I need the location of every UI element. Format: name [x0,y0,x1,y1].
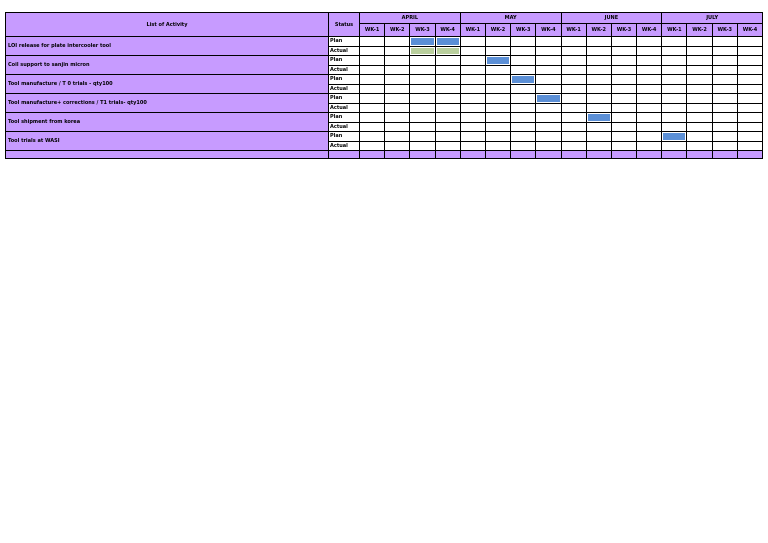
week-header: WK-4 [737,24,762,37]
week-cell [637,113,662,123]
week-cell [586,56,611,66]
week-cell [511,94,536,104]
week-cell [410,84,435,94]
week-cell [485,56,510,66]
week-cell [737,103,762,113]
week-cell [712,46,737,56]
week-cell [662,75,687,85]
week-cell [687,132,712,142]
footer-cell [561,151,586,159]
week-cell [435,141,460,151]
week-cell [611,94,636,104]
week-cell [460,46,485,56]
status-cell-actual: Actual [329,84,360,94]
week-cell [637,84,662,94]
week-cell [460,141,485,151]
status-cell-plan: Plan [329,94,360,104]
week-cell [586,94,611,104]
week-cell [536,132,561,142]
week-cell [712,37,737,47]
week-cell [687,75,712,85]
week-cell [637,94,662,104]
week-cell [460,94,485,104]
month-header-row [6,13,763,24]
week-cell [561,103,586,113]
week-cell [460,103,485,113]
week-cell [536,103,561,113]
activity-plan-row [6,132,763,142]
footer-cell [460,151,485,159]
week-cell [360,132,385,142]
week-cell [410,37,435,47]
week-cell [687,65,712,75]
footer-cell [385,151,410,159]
week-cell [561,37,586,47]
week-cell [586,103,611,113]
week-cell [536,141,561,151]
week-cell [611,65,636,75]
week-cell [511,122,536,132]
week-cell [712,84,737,94]
week-cell [536,94,561,104]
week-cell [737,122,762,132]
plan-bar [663,133,685,140]
plan-bar [588,114,610,121]
week-cell [637,56,662,66]
status-cell-actual: Actual [329,46,360,56]
week-cell [511,75,536,85]
week-cell [360,103,385,113]
week-cell [485,113,510,123]
footer-cell [712,151,737,159]
week-cell [460,84,485,94]
week-cell [385,103,410,113]
month-header: JULY [662,13,763,24]
week-cell [511,132,536,142]
plan-bar [487,57,509,64]
week-cell [712,122,737,132]
footer-cell [637,151,662,159]
footer-cell [737,151,762,159]
week-cell [662,103,687,113]
week-cell [360,46,385,56]
week-cell [536,84,561,94]
week-cell [687,122,712,132]
week-cell [737,84,762,94]
week-cell [662,37,687,47]
week-cell [460,37,485,47]
footer-cell [687,151,712,159]
week-cell [611,132,636,142]
activity-plan-row [6,75,763,85]
week-cell [360,94,385,104]
week-cell [410,56,435,66]
footer-cell [485,151,510,159]
gantt-table [5,12,763,159]
week-cell [485,122,510,132]
week-cell [435,84,460,94]
week-cell [637,132,662,142]
week-header: WK-4 [435,24,460,37]
status-column-header: Status [329,13,360,37]
week-cell [737,65,762,75]
status-cell-plan: Plan [329,75,360,85]
week-cell [637,46,662,56]
status-cell-actual: Actual [329,65,360,75]
footer-cell [586,151,611,159]
activity-label: LOI release for plate intercooler tool [6,37,329,56]
footer-cell [435,151,460,159]
week-cell [410,141,435,151]
activity-plan-row [6,113,763,123]
week-cell [561,65,586,75]
week-cell [586,75,611,85]
week-cell [360,141,385,151]
week-header: WK-1 [561,24,586,37]
week-cell [662,122,687,132]
status-cell-plan: Plan [329,56,360,66]
week-cell [511,56,536,66]
week-cell [385,65,410,75]
week-header: WK-1 [662,24,687,37]
week-cell [511,37,536,47]
week-cell [662,132,687,142]
week-header: WK-1 [360,24,385,37]
week-cell [737,94,762,104]
month-header: JUNE [561,13,662,24]
gantt-header [6,13,763,37]
activity-plan-row [6,94,763,104]
week-cell [637,122,662,132]
plan-bar [437,38,459,45]
week-cell [712,94,737,104]
week-cell [460,113,485,123]
week-cell [637,75,662,85]
week-cell [385,113,410,123]
week-cell [360,75,385,85]
week-cell [536,65,561,75]
week-cell [385,141,410,151]
week-cell [435,122,460,132]
activity-label: Tool manufacture+ corrections / T1 trials- qty100 [6,94,329,113]
week-cell [536,113,561,123]
footer-cell [6,151,329,159]
activity-plan-row [6,56,763,66]
week-cell [410,122,435,132]
footer-cell [536,151,561,159]
week-cell [737,113,762,123]
footer-row [6,151,763,159]
week-cell [611,56,636,66]
plan-bar [411,38,433,45]
week-cell [737,56,762,66]
week-cell [687,84,712,94]
status-cell-plan: Plan [329,132,360,142]
week-cell [485,103,510,113]
week-cell [410,46,435,56]
status-cell-actual: Actual [329,141,360,151]
status-cell-plan: Plan [329,113,360,123]
week-cell [611,84,636,94]
week-cell [637,37,662,47]
footer-cell [611,151,636,159]
week-cell [410,113,435,123]
week-cell [611,37,636,47]
page-title: List of Activity [6,13,329,37]
week-cell [712,56,737,66]
week-cell [536,37,561,47]
week-cell [410,75,435,85]
week-cell [385,122,410,132]
week-cell [712,141,737,151]
footer-cell [410,151,435,159]
week-header: WK-2 [485,24,510,37]
week-header: WK-2 [385,24,410,37]
week-cell [687,141,712,151]
week-cell [712,132,737,142]
week-cell [687,113,712,123]
week-cell [511,103,536,113]
week-cell [637,103,662,113]
month-header: MAY [460,13,561,24]
week-cell [662,56,687,66]
actual-bar [437,48,459,55]
week-cell [435,56,460,66]
week-cell [485,94,510,104]
week-cell [561,84,586,94]
week-cell [586,113,611,123]
week-cell [611,46,636,56]
week-cell [611,141,636,151]
week-cell [485,132,510,142]
week-cell [435,94,460,104]
week-cell [662,141,687,151]
week-cell [712,75,737,85]
week-header: WK-2 [586,24,611,37]
week-cell [360,65,385,75]
week-cell [637,65,662,75]
footer-cell [329,151,360,159]
week-cell [561,141,586,151]
week-cell [712,113,737,123]
activity-label: Tool trials at WASI [6,132,329,151]
week-cell [485,75,510,85]
week-cell [485,141,510,151]
week-cell [360,84,385,94]
week-cell [737,132,762,142]
week-cell [561,122,586,132]
week-cell [611,113,636,123]
week-cell [485,37,510,47]
week-header: WK-4 [637,24,662,37]
week-cell [385,94,410,104]
week-cell [460,122,485,132]
week-cell [536,56,561,66]
week-cell [737,37,762,47]
week-cell [586,122,611,132]
week-cell [611,103,636,113]
week-cell [435,113,460,123]
week-cell [637,141,662,151]
week-cell [360,56,385,66]
week-cell [536,122,561,132]
week-cell [586,141,611,151]
week-header: WK-1 [460,24,485,37]
week-cell [687,56,712,66]
week-cell [385,56,410,66]
week-cell [662,84,687,94]
week-cell [586,132,611,142]
week-cell [536,75,561,85]
month-header: APRIL [360,13,461,24]
week-cell [737,141,762,151]
week-header: WK-3 [511,24,536,37]
week-cell [687,37,712,47]
week-cell [435,65,460,75]
week-cell [435,75,460,85]
week-cell [611,75,636,85]
week-cell [385,46,410,56]
actual-bar [411,48,433,55]
week-cell [687,94,712,104]
week-cell [460,75,485,85]
week-header: WK-3 [712,24,737,37]
week-cell [712,65,737,75]
week-cell [561,132,586,142]
week-cell [410,132,435,142]
week-cell [410,103,435,113]
week-cell [561,75,586,85]
week-cell [511,46,536,56]
week-header: WK-2 [687,24,712,37]
week-cell [435,132,460,142]
gantt-body [6,37,763,159]
plan-bar [537,95,559,102]
week-cell [586,84,611,94]
week-cell [435,37,460,47]
week-cell [687,103,712,113]
footer-cell [511,151,536,159]
week-cell [410,65,435,75]
week-cell [485,46,510,56]
status-cell-actual: Actual [329,122,360,132]
week-cell [561,46,586,56]
week-cell [737,46,762,56]
week-cell [536,46,561,56]
week-cell [385,84,410,94]
week-cell [511,65,536,75]
week-cell [586,37,611,47]
gantt-sheet [5,12,763,159]
week-cell [561,94,586,104]
footer-cell [662,151,687,159]
week-cell [385,37,410,47]
week-header: WK-3 [410,24,435,37]
week-cell [662,94,687,104]
week-cell [385,75,410,85]
week-cell [561,56,586,66]
week-cell [485,65,510,75]
week-cell [511,84,536,94]
week-cell [511,141,536,151]
week-cell [360,113,385,123]
week-cell [662,65,687,75]
week-cell [360,37,385,47]
plan-bar [512,76,534,83]
week-cell [385,132,410,142]
week-header: WK-3 [611,24,636,37]
activity-label: Tool manufacture / T 0 trials - qty100 [6,75,329,94]
activity-label: Coil support to sanjin micron [6,56,329,75]
week-header: WK-4 [536,24,561,37]
footer-cell [360,151,385,159]
week-cell [511,113,536,123]
week-cell [561,113,586,123]
week-cell [662,113,687,123]
week-cell [460,65,485,75]
activity-label: Tool shipment from korea [6,113,329,132]
week-cell [586,65,611,75]
week-cell [460,132,485,142]
week-cell [662,46,687,56]
week-cell [360,122,385,132]
activity-plan-row [6,37,763,47]
week-cell [435,103,460,113]
week-cell [485,84,510,94]
week-cell [687,46,712,56]
week-cell [460,56,485,66]
week-cell [737,75,762,85]
week-cell [410,94,435,104]
week-cell [712,103,737,113]
status-cell-plan: Plan [329,37,360,47]
week-cell [611,122,636,132]
week-cell [586,46,611,56]
status-cell-actual: Actual [329,103,360,113]
week-cell [435,46,460,56]
